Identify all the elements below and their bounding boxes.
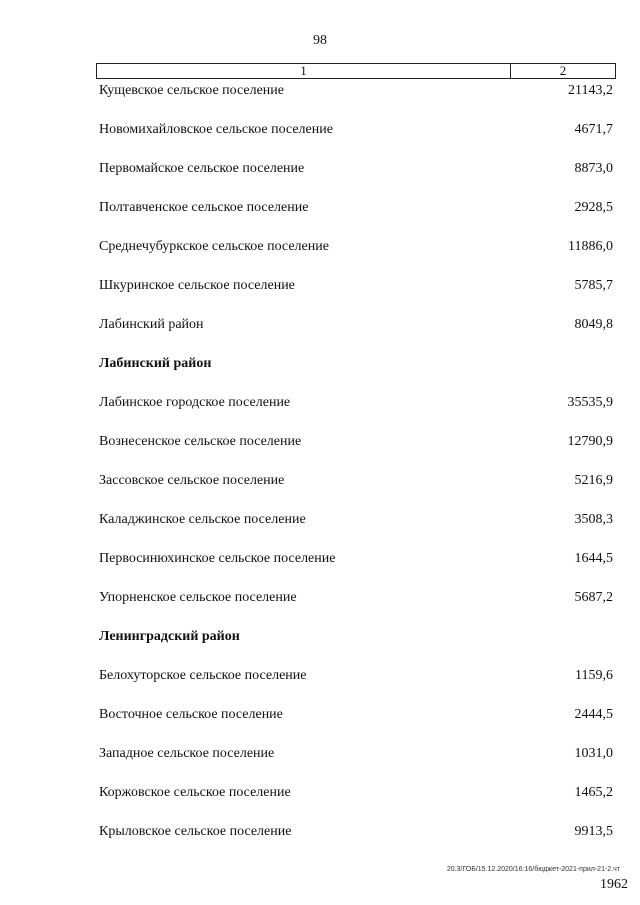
settlement-value: 11886,0	[568, 239, 613, 254]
settlement-value: 21143,2	[568, 83, 613, 98]
settlement-name: Крыловское сельское поселение	[99, 824, 292, 839]
settlement-value: 1644,5	[574, 551, 613, 566]
settlement-value: 1159,6	[575, 668, 613, 683]
table-row	[96, 744, 616, 783]
settlement-value: 4671,7	[574, 122, 613, 137]
district-heading-row	[96, 354, 616, 393]
page-number: 98	[313, 33, 327, 48]
settlement-value: 9913,5	[574, 824, 613, 839]
table-row	[96, 822, 616, 861]
settlement-name: Первосинюхинское сельское поселение	[99, 551, 336, 566]
district-heading: Ленинградский район	[99, 629, 240, 644]
table-row	[96, 393, 616, 432]
settlement-value: 5216,9	[574, 473, 613, 488]
settlement-name: Белохуторское сельское поселение	[99, 668, 307, 683]
settlement-name: Вознесенское сельское поселение	[99, 434, 302, 449]
table-row	[96, 705, 616, 744]
settlement-value: 8049,8	[574, 317, 613, 332]
table-row	[96, 432, 616, 471]
settlement-value: 1031,0	[574, 746, 613, 761]
settlement-name: Среднечубуркское сельское поселение	[99, 239, 329, 254]
settlement-value: 2444,5	[574, 707, 613, 722]
table-row	[96, 276, 616, 315]
settlement-value: 3508,3	[574, 512, 613, 527]
table-row	[96, 666, 616, 705]
table-row	[96, 588, 616, 627]
settlement-name: Зассовское сельское поселение	[99, 473, 285, 488]
settlement-value: 2928,5	[574, 200, 613, 215]
sheet-number: 1962	[600, 877, 628, 892]
district-heading-row	[96, 627, 616, 666]
settlement-value: 5785,7	[574, 278, 613, 293]
column-header-row	[96, 63, 616, 79]
table-body	[96, 81, 616, 861]
settlement-name: Первомайское сельское поселение	[99, 161, 305, 176]
settlement-value: 8873,0	[574, 161, 613, 176]
settlement-value: 1465,2	[574, 785, 613, 800]
district-heading: Лабинский район	[99, 356, 212, 371]
settlement-value: 12790,9	[567, 434, 613, 449]
table-row	[96, 471, 616, 510]
settlement-name: Шкуринское сельское поселение	[99, 278, 295, 293]
document-stamp: 20.3/ГОБ/15.12.2020/16:16/бюджет-2021-прил-21-2.чт	[446, 866, 620, 873]
table-row	[96, 198, 616, 237]
column-header-1: 1	[97, 64, 511, 78]
settlement-name: Лабинское городское поселение	[99, 395, 291, 410]
table-row	[96, 237, 616, 276]
table-row	[96, 159, 616, 198]
settlement-name: Западное сельское поселение	[99, 746, 275, 761]
column-header-2: 2	[559, 63, 567, 78]
table-row	[96, 549, 616, 588]
settlement-name: Восточное сельское поселение	[99, 707, 283, 722]
table-row	[96, 81, 616, 120]
table-row	[96, 510, 616, 549]
table-row	[96, 120, 616, 159]
settlement-name: Каладжинское сельское поселение	[99, 512, 306, 527]
settlement-name: Лабинский район	[99, 317, 204, 332]
settlement-value: 35535,9	[567, 395, 613, 410]
settlement-name: Новомихайловское сельское поселение	[99, 122, 333, 137]
settlement-name: Упорненское сельское поселение	[99, 590, 297, 605]
settlement-value: 5687,2	[574, 590, 613, 605]
table-row	[96, 783, 616, 822]
settlement-name: Кущевское сельское поселение	[99, 83, 284, 98]
settlement-name: Коржовское сельское поселение	[99, 785, 291, 800]
settlement-name: Полтавченское сельское поселение	[99, 200, 309, 215]
table-row	[96, 315, 616, 354]
